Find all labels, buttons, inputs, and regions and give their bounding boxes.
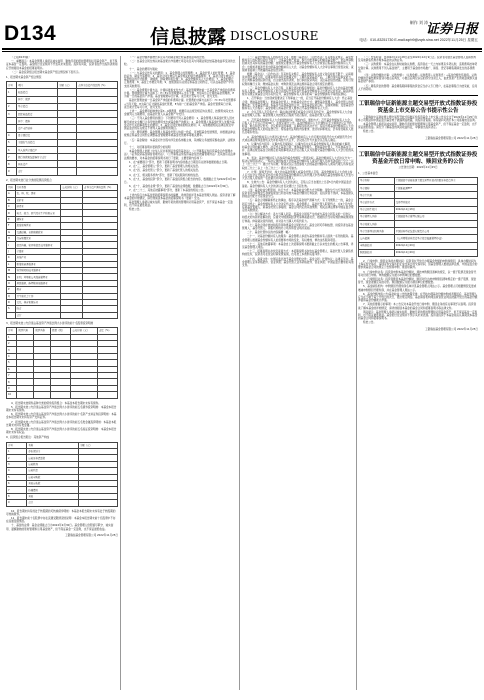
table-cell: 买入返售金融资产	[17, 146, 58, 153]
table-row	[359, 228, 478, 235]
paragraph: （五）基金税收：本基金运作过程中涉及的各纳税主体，其纳税义务按国家税收法律、法规执行。	[124, 138, 236, 145]
paragraph: （二）自基金合同生效以来基金累计净值增长率变动及其与同期业绩比较基准收益率变动的比较。	[124, 60, 236, 67]
table-cell	[57, 154, 76, 161]
table-cell: 代码	[7, 184, 16, 190]
paragraph: 4、报告期末按债券品种分类的债券投资组合：本基金本报告期末未持有债券。	[11, 401, 101, 405]
table-cell: Q	[7, 293, 16, 299]
table-cell: 1	[7, 89, 17, 96]
table-row	[7, 168, 118, 175]
table-cell: P	[7, 287, 16, 293]
table-row	[359, 177, 478, 184]
table-cell: M	[7, 267, 16, 273]
table-cell: 中国证券登记结算有限责任公司	[394, 228, 477, 235]
paragraph: 十二、对招募说明书更新部分的说明	[129, 146, 171, 150]
table-cell	[77, 139, 118, 146]
table-cell: 基金合同生效日	[359, 206, 395, 213]
table-cell: 建筑业	[15, 216, 61, 222]
table-cell	[97, 392, 117, 398]
table-cell	[77, 103, 118, 110]
table-cell: B	[7, 197, 16, 203]
table-cell: 综合	[15, 306, 61, 312]
paragraph: （上接D133版）	[11, 56, 31, 59]
paragraph: 基金管理人承诺以诚实信用、勤勉尽责的原则管理和运用基金资产，但不保证本基金一定盈利，也不保证最低收益。	[124, 200, 233, 208]
table-cell: H	[7, 235, 16, 241]
paragraph: 一、重要提示：本基金管理人承诺以诚实信用、勤勉尽责的原则管理和运用基金资产，但不保证本基金一定盈利。基金的过往业绩并不代表其未来表现。投资有风险，投资者在作出投资决策前应仔细阅读本基金的招募说明书。	[6, 60, 118, 70]
paragraph: 本基金管理人承诺以诚实信用、勤勉尽责的原则管理和运用基金资产，但不保证基金一定盈利，也不保证最低收益。请充分了解基金的风险收益特征，审慎做出投资决定。	[358, 123, 478, 130]
table-cell: 金额（元）	[57, 82, 76, 89]
column-2	[124, 56, 236, 690]
paragraph: 工银瑞信中证新能源主题交易型开放式指数证券投资基金上市交易公告书全文于2022年11月25日在本公司网站和中国证监会基金电子披露网站披露，供投资者查阅。如有疑问可拨打本公司客服电话咨询。	[358, 115, 478, 122]
table-cell: 项目	[17, 82, 58, 89]
section-title-en: DISCLOSURE	[230, 29, 319, 43]
table-cell	[57, 139, 76, 146]
paragraph: 4、基金份额持有人出席会议的方式：基金份额持有人大会可通过现场开会方式或通讯开会方式或法律法规和监管机关允许的其他方式召开，会议的召开方式由会议召集人确定。	[242, 135, 353, 142]
table-cell	[7, 118, 17, 125]
paragraph: 本基金管理人依据《中华人民共和国证券投资基金法》、《公开募集证券投资基金运作管理办法》、《证券投资基金销售管理办法》、《公开募集证券投资基金信息披露管理办法》及其他有关法律法规的要求，对本基金的招募说明书进行了更新，主要更新内容如下：	[124, 150, 236, 160]
table-cell: 批发和零售业	[15, 223, 61, 229]
table-row	[359, 192, 478, 199]
table-caption: 9、投资组合报告附注：其他资产构成	[6, 436, 50, 440]
table-caption: 2、报告期末按行业分类的股票投资组合	[6, 178, 52, 182]
table-cell: L	[7, 261, 16, 267]
table-cell: 工银瑞信中证新能源主题交易型开放式指数证券投资基金	[394, 177, 477, 184]
paragraph: 十、基金的业绩：基金业绩截止日为2022年9月30日。基金管理人依照恪尽职守、诚实信用、谨慎勤勉的原则管理和运用基金财产，但不保证基金一定盈利，也不保证最低收益。	[6, 524, 114, 531]
table-row	[7, 132, 118, 139]
table-cell: 工银新能源ETF	[394, 185, 477, 192]
table-caption: 3、报告期末按公允价值占基金资产净值比例大小排序的前十名股票投资明细	[6, 322, 94, 326]
table-row	[7, 118, 118, 125]
paragraph: 2、会议召集人及召集方式：除法律法规规定或基金合同另有约定外，基金份额持有人大会由基金管理人召集。基金管理人未按规定召集或不能召集时，由基金托管人召集。	[242, 111, 353, 118]
table-cell	[83, 312, 118, 318]
table-cell: 2022年11月29日	[394, 249, 477, 256]
table-cell	[77, 96, 118, 103]
table-cell: 6	[7, 366, 17, 372]
paragraph: 7、在“二十二、其他应披露事项”部分，更新了本基金的相关公告。	[129, 189, 206, 193]
section-title-zh: 信息披露	[150, 26, 227, 48]
table-cell: 基金简称	[359, 185, 395, 192]
table-cell: 1	[7, 334, 17, 340]
table-cell: 农、林、牧、渔业	[15, 191, 61, 197]
paragraph: 5、基金销售机构：申购赎回代理券商名单详见基金管理人网站公示。基金管理人可根据情况变更或增减申购赎回代理券商，并在基金管理人网站公示。	[358, 285, 477, 292]
table-cell: 金融业	[15, 248, 61, 254]
paragraph: （三）不列入基金费用的项目：下列费用不列入基金费用：1、基金管理人和基金托管人因未履行或未完全履行义务导致的费用支出或基金财产的损失；2、基金管理人和基金托管人处理与基金运作无关的事项发生的费用；3、基金合同生效前的相关费用；4、其他根据相关法律法规及中国证监会的有关规定不得列入基金费用的项目。	[124, 117, 235, 131]
table-cell: 租赁和商务服务业	[15, 261, 61, 267]
table-cell: 8	[7, 493, 27, 499]
table-cell: 5	[7, 360, 17, 366]
signature-line: 工银瑞信基金管理有限公司 2022年11月25日	[425, 327, 478, 331]
table-cell: 其他	[27, 493, 79, 499]
paragraph: （四）基金收益分配原则、执行方式：本基金收益分配方式分两种：现金分红与红利再投资，投资者可选择现金红利或将现金红利自动转为基金份额进行再投资；若投资者不选择，本基金默认的收益分配方式是现金分红。	[242, 188, 354, 199]
announcement-date: 公告送出日期：2022年11月25日	[398, 166, 438, 170]
column-divider	[356, 56, 357, 690]
paragraph: 二十四、备查文件：中国证监会准予基金注册的文件；基金合同；托管协议；法律意见书；基金管理人业务资格批件、营业执照；基金托管人业务资格批件、营业执照；中国证监会要求的其他文件。	[242, 257, 354, 267]
table-cell: 申购起始日	[359, 242, 395, 249]
table-cell: K	[7, 255, 16, 261]
table-cell	[394, 220, 477, 227]
col1-intro	[6, 56, 118, 74]
paragraph: 6、基金份额净值公告/基金收益公告的披露安排：在开始办理基金份额申购或者赎回后，基金管理人应当在不晚于每个开放日的次日，通过规定网站、基金销售机构网站或者营业网点披露开放日的基金份额净值和基金份额累计净值。	[358, 292, 478, 303]
table-row	[7, 125, 118, 132]
paragraph: 5、在“九、基金的投资”部分，更新了基金投资组合报告的内容，数据截止日为2022年9月30日。	[124, 177, 236, 184]
paragraph: 特此公告。	[363, 130, 376, 134]
table-cell: 序号	[7, 442, 27, 448]
table-cell: 待摊费用	[27, 487, 79, 493]
paragraph: （一）与基金运作有关的费用：1、基金管理人的管理费；2、基金托管人的托管费；3、基金的证券、期货交易费用；4、基金合同生效后与基金相关的信息披露费用；5、基金合同生效后与基金相关的会计师费、律师费、仲裁费和诉讼费；6、基金份额持有人大会费用；7、基金的银行汇划费用；8、基金上市费及年费；9、按照国家有关规定和基金合同约定，可以在基金财产中列支的其他费用。	[124, 71, 236, 88]
table-cell	[51, 392, 71, 398]
announcement-title: 工银瑞信中证新能源主题交易型开放式指数证券投资基金上市交易公告书提示性公告	[358, 101, 478, 114]
paragraph: 基金托管费按前一日基金资产净值的年费率计提。托管费的计算方法如下：H＝E×年托管费率÷当年天数，H为每日应计提的基金托管费，E为前一日的基金资产净值。基金托管费每日计算，逐日累计至每月月末，按月支付。	[124, 99, 236, 109]
table-cell: 基金管理人名称	[359, 213, 395, 220]
table-row	[359, 235, 478, 242]
table-cell: 8	[7, 161, 17, 168]
table-cell: 房地产业	[15, 255, 61, 261]
paragraph: （六）争议解决方式：各方当事人同意，因基金合同而产生的或与基金合同有关的一切争议，如经友好协商未能解决的，应提交中国国际经济贸易仲裁委员会，根据该会当时有效的仲裁规则进行仲裁。仲裁裁决是终局的，并对各方当事人均有约束力。	[242, 213, 354, 223]
table-cell: 教育	[15, 287, 61, 293]
table-cell: 9	[7, 385, 17, 391]
table-cell: 存出保证金	[27, 448, 79, 454]
table-cell: 公允价值（元）	[61, 184, 83, 190]
table-cell: F	[7, 223, 16, 229]
table-cell: 赎回起始日	[359, 249, 395, 256]
table-cell: N	[7, 274, 16, 280]
paragraph: 特此公告。	[129, 208, 142, 212]
paragraph: 上述内容仅为本基金更新招募说明书的摘要，详细资料详见本基金管理人网站。投资者欲了解本基金的详细情况，请仔细阅读本基金的招募说明书（更新）全文。	[124, 193, 236, 200]
announcement-2	[358, 146, 478, 331]
table-cell: D	[7, 210, 16, 216]
table-cell: 基金运作方式	[359, 199, 395, 206]
table-cell: 交易型开放式	[394, 199, 477, 206]
table-cell: 5	[7, 139, 17, 146]
table-cell: 应收证券清算款	[27, 455, 79, 461]
table-cell: 行业类别	[15, 184, 61, 190]
table-cell	[7, 96, 17, 103]
table-cell: 3	[7, 461, 27, 467]
table-cell: 基金主代码	[359, 192, 395, 199]
table-cell: 金融衍生品投资	[17, 139, 58, 146]
top-holdings-table	[6, 327, 118, 398]
table-cell: 基金注册登记机构名称	[359, 228, 395, 235]
paragraph: （三）基金份额持有人大会召集、议事及表决的程序和规则：基金份额持有人大会由基金份额持有人组成，基金份额持有人的合法授权代表有权代表基金份额持有人出席会议并表决。除法律法规另有规定或基金合同另有约定外，基金份额持有人持有的每一基金份额拥有平等的投票权。	[242, 86, 354, 97]
table-cell: 其他资产	[17, 161, 58, 168]
table-cell	[17, 392, 34, 398]
table-cell: 合计	[15, 312, 61, 318]
table-cell: 占比（%）	[97, 328, 117, 334]
table-cell: 资产支持证券	[17, 125, 58, 132]
table-cell: 股票名称	[34, 328, 51, 334]
paragraph: （二）基金费用计提方法、计提标准和支付方式：基金管理费按前一日基金资产净值的年费率计提。管理费的计算方法如下：H＝E×年管理费率÷当年天数，H为每日应计提的基金管理费，E为前一日的基金资产净值。基金管理费每日计算，逐日累计至每月月末，按月支付。	[124, 88, 236, 99]
table-cell: I	[7, 242, 16, 248]
table-cell: 贵金属投资	[17, 132, 58, 139]
table-row	[7, 96, 118, 103]
table-cell	[77, 161, 118, 168]
table-cell: 6	[7, 480, 27, 486]
table-cell: 4	[7, 468, 27, 474]
paragraph: 8、生效与公告：基金份额持有人大会的决议，召集人应当自通过之日起5日内报中国证监会备案。基金份额持有人大会的决议自表决通过之日起生效。	[242, 181, 352, 188]
table-cell: 9	[7, 500, 27, 506]
table-cell: 银行存款和结算备付金合计	[17, 154, 58, 161]
table-cell	[77, 110, 118, 117]
signature-line: 工银瑞信基金管理有限公司 2022年11月25日	[65, 533, 118, 537]
table-cell	[77, 132, 118, 139]
page-number: D134	[4, 22, 57, 45]
col1-end	[6, 510, 118, 531]
table-cell: 住宿和餐饮业	[15, 235, 61, 241]
table-cell	[77, 125, 118, 132]
signature-line: 工银瑞信基金管理有限公司 2022年11月25日	[425, 136, 478, 140]
paragraph: 2、在“三、基金管理人”部分，更新了基金管理人的相关信息。	[129, 165, 201, 169]
masthead-rule-thick	[2, 48, 482, 50]
table-caption: 1、报告期末基金资产组合情况	[6, 76, 42, 80]
table-cell: 7	[7, 373, 17, 379]
paragraph: 2、日常申购、赎回业务的办理时间：投资者在开放日办理基金份额的申购和赎回，具体办理时间为上海证券交易所、深圳证券交易所的正常交易日的交易时间，但基金管理人根据法律法规、中国证监会的要求或基金合同的规定公告暂停申购、赎回时除外。	[358, 259, 478, 270]
table-cell: 科学研究和技术服务业	[15, 267, 61, 273]
paragraph: （七）基金合同存放地和投资者取得基金合同的方式：基金合同可印制成册，供投资者在基金管理人、基金托管人、销售机构的办公场所和营业场所查阅。	[242, 223, 354, 230]
table-cell	[7, 312, 16, 318]
table-cell	[78, 500, 117, 506]
table-cell	[77, 89, 118, 96]
table-cell: 1	[7, 448, 27, 454]
table-cell	[77, 168, 118, 175]
table-cell: 股票代码	[17, 328, 34, 334]
table-row	[7, 312, 118, 318]
table-cell: 采矿业	[15, 197, 61, 203]
table-cell: 应收利息	[27, 468, 79, 474]
paragraph: （二）发售时间：自2022年11月28日起至2022年12月9日止。投资者可通过基金管理人直销机构及其他销售机构办理本基金的认购业务。	[358, 56, 476, 63]
table-row	[7, 82, 118, 89]
table-cell: 合计	[27, 500, 79, 506]
other-assets-table	[6, 442, 118, 507]
table-row	[7, 110, 118, 117]
table-cell: 名称	[27, 442, 79, 448]
industry-allocation-table	[6, 184, 118, 319]
table-cell: 4	[7, 132, 17, 139]
paragraph: 6、报告期末按公允价值占基金资产净值比例大小排序的前十名资产支持证券投资明细：本基金本报告期末未持有资产支持证券。	[6, 413, 117, 420]
table-row	[7, 103, 118, 110]
paragraph: 4、日常赎回业务：投资者赎回本基金份额时，赎回对价为按申购赎回清单规定的一揽子股票、现金替代、现金差额及其他对价。赎回数额应为最小赎回单位的整数倍。	[358, 277, 477, 285]
table-cell: 电力、热力、燃气及水生产和供应业	[15, 210, 61, 216]
table-cell: 公告依据	[359, 235, 395, 242]
table-row	[359, 185, 478, 192]
table-cell: 数量（股）	[51, 328, 71, 334]
table-cell	[57, 161, 76, 168]
table-cell: 占基金资产净值比例（%）	[83, 184, 118, 190]
paragraph: 二十一、对基金份额持有人的服务：基金管理人承诺为基金份额持有人提供一系列的服务。基金管理人根据基金份额持有人的需要和市场的变化，有权增加、修改这些服务项目。	[242, 235, 354, 242]
table-cell: 水利、环境和公共设施管理业	[15, 274, 61, 280]
table-row	[359, 249, 478, 256]
table-cell	[7, 125, 17, 132]
table-row	[359, 213, 478, 220]
paragraph: 二十二、其他应披露事项：本基金自上次招募说明书更新截止日以来发生的相关公告事项，详见基金管理人网站。	[242, 242, 354, 249]
col4-top	[358, 56, 478, 91]
table-cell: 3	[7, 347, 17, 353]
paragraph: （二）基金份额持有人的权利与义务：根据《基金法》、《运作办法》及其他有关规定，基金份额持有人的权利包括但不限于：分享基金财产收益；参与分配清算后的剩余基金财产；依法申请赎回或卖出其持有的基金份额；按照规定要求召开基金份额持有人大会或者召集基金份额持有人大会；出席或者委派代表出席基金份额持有人大会，对基金份额持有人大会审议事项行使表决权；查阅或者复制公开披露的基金信息资料。	[242, 56, 354, 72]
paragraph: 3、召开基金份额持有人大会的通知时间、通知内容、通知方式：召开基金份额持有人大会，召集人应于会议召开前30日，在规定媒介公告。基金份额持有人大会通知应至少载明会议召开的时间、地点和会议形式；会议拟审议的事项、议事程序和表决方式；有权出席基金份额持有人大会的基金份额持有人的权益登记日；授权委托证明的内容要求、送达时间和地点；会务常设联系人姓名及联系电话。	[242, 118, 354, 135]
table-cell: S	[7, 306, 16, 312]
table-cell: C	[7, 204, 16, 210]
table-row	[7, 146, 118, 153]
masthead-rule-thin	[2, 51, 482, 52]
paragraph: 二十三、招募说明书存放及查阅方式：本招募说明书存放在基金管理人、基金托管人及销售机构的住所，投资者可在营业时间免费查阅，也可按工本费购买复印件。	[242, 250, 354, 257]
table-cell: 2022年11月29日	[394, 242, 477, 249]
table-cell: 基金名称	[359, 177, 395, 184]
paragraph: 十一、基金的费用与税收	[129, 67, 158, 71]
table-cell: A	[7, 191, 16, 197]
table-cell: 文化、体育和娱乐业	[15, 299, 61, 305]
paragraph: 6、在“十、基金的业绩”部分，更新了基金的业绩数据，数据截止日为2022年9月30日。	[129, 185, 231, 189]
table-cell	[77, 118, 118, 125]
table-cell	[394, 192, 477, 199]
paragraph: 特此公告。	[363, 321, 376, 325]
col1-mid	[6, 402, 118, 435]
table-cell: O	[7, 280, 16, 286]
paragraph: （五）募集资金的管理：基金募集期间募集的资金应当存入专门账户，在基金募集行为结束前，任何人不得动用。	[358, 84, 478, 91]
table-cell	[61, 312, 83, 318]
table-cell: 占基金总资产的比例（%）	[77, 82, 118, 89]
table-cell: J	[7, 248, 16, 254]
paragraph: 二十、基金托管协议的内容摘要（略）	[247, 231, 292, 235]
table-cell: G	[7, 229, 16, 235]
paragraph: （三）认购费用：本基金在认购时收取认购费，投资者在一天之内如果有多笔认购，适用费率按单笔分别计算。认购费用不列入基金财产，主要用于基金的市场推广、销售、登记等募集期间发生的各项费用。	[358, 63, 478, 73]
table-row	[359, 199, 478, 206]
table-caption: 1、公告基本信息	[358, 171, 378, 175]
paragraph: 5、报告期末按公允价值占基金资产净值比例大小排序的前五名债券投资明细：本基金本报告期末未持有债券。	[6, 405, 117, 412]
table-cell	[57, 146, 76, 153]
masthead-right	[308, 18, 478, 46]
column-1	[6, 56, 118, 690]
announcement-body	[358, 260, 478, 325]
table-cell	[57, 132, 76, 139]
table-cell	[57, 96, 76, 103]
table-cell: 基金托管人名称	[359, 220, 395, 227]
column-3	[242, 56, 354, 690]
table-cell: 交通运输、仓储和邮政业	[15, 229, 61, 235]
table-cell: 居民服务、修理和其他服务业	[15, 280, 61, 286]
column-4	[358, 56, 478, 690]
table-cell	[57, 125, 76, 132]
table-cell: 其他应收款	[27, 480, 79, 486]
announcement-info-table	[358, 177, 478, 257]
paragraph: 上述一、基金费用的种类中第3－9项费用，根据有关法规及相应协议规定，按费用实际支出金额列入当期费用，由基金托管人从基金财产中支付。	[124, 110, 234, 117]
paragraph: 6、表决：基金份额持有人所持每份基金份额有一票表决权。基金份额持有人大会决议分为一般决议和特别决议。一般决议须经参加大会的基金份额持有人或其代理人所持表决权的二分之一以上（含二分之一）通过方为有效；特别决议应当经参加大会的基金份额持有人或其代理人所持表决权的三分之二以上（含三分之二）通过方可做出。	[242, 156, 354, 170]
announcement-title: 工银瑞信中证新能源主题交易型开放式指数证券投资基金开放日常申购、赎回业务的公告	[358, 151, 478, 165]
table-cell	[57, 89, 76, 96]
table-cell: 其中：股票	[17, 96, 58, 103]
table-cell: 序号	[7, 82, 17, 89]
table-cell	[57, 168, 76, 175]
table-cell	[77, 154, 118, 161]
paragraph: （四）认购份额的计算：认购份额＝（认购金额－认购费用＋认购利息）÷基金份额发售面值。认购份额的计算结果保留到小数点后两位，小数点后两位以后的部分四舍五入，由此误差产生的收益或损失由基金财产承担。	[358, 74, 478, 84]
table-cell: 序号	[7, 328, 17, 334]
table-row	[7, 500, 118, 506]
paragraph: （一）基金份额净值增长率及其与同期业绩比较基准收益率的比较。	[129, 56, 207, 59]
table-cell	[77, 146, 118, 153]
table-cell: 10	[7, 392, 17, 398]
table-row	[7, 392, 118, 398]
table-cell: 其中：债券	[17, 118, 58, 125]
paragraph: （五）基金合同解除和终止的事由、程序以及基金财产清算方式：有下列情形之一的，基金合同应当终止：基金份额持有人大会决定终止的；基金管理人、基金托管人职责终止，在6个月内没有新基金管理人、新基金托管人承接的；基金合同约定的其他情形；相关法律法规和中国证监会规定的其他情况。	[242, 199, 354, 212]
table-cell: 合计	[17, 168, 58, 175]
paragraph: 7、报告期末按公允价值占基金资产净值比例大小排序的前五名贵金属投资明细：本基金本报告期末未持有贵金属。	[6, 420, 117, 427]
table-cell: 权益投资	[17, 89, 58, 96]
table-cell	[57, 103, 76, 110]
table-cell: 固定收益投资	[17, 110, 58, 117]
table-row	[7, 89, 118, 96]
table-cell	[57, 110, 76, 117]
table-cell: 工银瑞信基金管理有限公司	[394, 213, 477, 220]
contact-line: 电话：010-83251730 E-mail:zqrb9@zqrb.sina.net 2022年11月25日 星期五	[359, 38, 478, 42]
paragraph: 3、日常申购业务：投资者申购本基金份额时，须按申购赎回清单的规定，以一揽子股票及现金替代等对价进行申购。申购数额应为最小申购单位的整数倍。	[358, 270, 477, 277]
table-row	[7, 154, 118, 161]
table-cell: 2	[7, 341, 17, 347]
table-cell: 8	[7, 379, 17, 385]
newspaper-logo: 证券日报	[425, 22, 478, 37]
table-cell: 7	[7, 487, 27, 493]
table-row	[359, 242, 478, 249]
paragraph: 4、在“五、相关服务机构”部分，更新了相关服务机构的信息。	[129, 173, 201, 177]
announcement-body	[358, 116, 478, 134]
table-cell: 3	[7, 110, 17, 117]
paragraph: 5、议事内容与程序：议事内容及提案权，议事内容为关系基金份额持有人利益的重大事项，如基金合同的重大修改、决定终止基金合同、更换基金管理人、更换基金托管人、与其他基金合并、法律法规及基金合同规定的其他事项以及会议召集人认为需提交基金份额持有人大会讨论的其他事项。	[242, 143, 354, 156]
paragraph: （二）基金投资组合报告期末基金资产组合情况如下表所示。	[11, 70, 82, 74]
paragraph: 根据《基金法》、《运作办法》及其他有关规定，基金份额持有人的义务包括但不限于：认真阅读并遵守基金合同、招募说明书等信息披露文件；了解所投资基金产品，了解自身风险承受能力，自主判断基金的投资价值，自主做出投资决策，自行承担投资风险；关注基金信息披露，及时行使权利和履行义务；缴纳基金认购、申购款项及法律法规和基金合同所规定的费用。	[242, 73, 354, 86]
table-cell	[34, 392, 51, 398]
paragraph: 8、报告期末按公允价值占基金资产净值比例大小排序的前五名权证投资明细：本基金本报告期末未持有权证。	[6, 427, 117, 435]
paragraph: 11、报告期末前十名股票中存在流通受限情况的说明：本基金本报告期末前十名股票中不存在流通受限情况。	[6, 516, 116, 524]
table-cell: 《公开募集证券投资基金信息披露管理办法》	[394, 235, 477, 242]
paragraph: 3、在“四、基金托管人”部分，更新了基金托管人的相关信息。	[129, 169, 201, 173]
table-cell: 信息传输、软件和信息技术服务业	[15, 242, 61, 248]
table-row	[7, 161, 118, 168]
table-cell: 2	[7, 455, 27, 461]
asset-allocation-table	[6, 81, 118, 175]
paragraph: 10、报告期末持有的处于转股期的可转换债券明细：本基金本报告期末未持有处于转股期的可转换债券。	[6, 509, 116, 516]
paragraph: 7、计票：现场开会时，如大会由基金管理人或基金托管人召集，基金份额持有人大会的主持人应当在会议开始后宣布在出席会议的基金份额持有人和代理人中选举两名基金份额持有人代表与大会召集人授权的一名监督员共同担任监票人。	[242, 170, 354, 181]
paragraph: 1、在“重要提示”部分，更新了招募说明书内容的截止日期及有关财务数据的截止日期。	[129, 160, 230, 164]
table-cell	[71, 392, 98, 398]
table-cell: 5	[7, 474, 27, 480]
column-divider	[120, 56, 121, 690]
table-row	[359, 220, 478, 227]
paragraph: 风险提示：基金管理人承诺以诚实信用、勤勉尽责的原则管理和运用基金资产，但不保证基金一定盈利，也不保证最低收益。基金的过往业绩并不预示其未来表现。投资者投资于本基金前应认真阅读本基金的基金合同和招募说明书。	[358, 310, 478, 321]
table-cell: 基金投资	[17, 103, 58, 110]
table-cell: 金额（元）	[78, 442, 117, 448]
table-cell: 9	[7, 168, 17, 175]
paragraph: （四）费用调整：基金管理人和基金托管人协商一致后，可按照基金发展情况，并根据法律法规规定和基金合同约定调整基金管理费率或基金托管费率等相关费率。	[124, 131, 236, 138]
announcement-1	[358, 95, 478, 140]
table-cell: R	[7, 299, 16, 305]
table-cell	[57, 118, 76, 125]
table-cell: 6	[7, 146, 17, 153]
paragraph: 1、召开事由：当出现或需要决定下列事由之一的，应当召开基金份额持有人大会：终止基金合同；更换基金管理人；更换基金托管人；转换基金运作方式；调整基金管理人、基金托管人的报酬标准；变更基金类别；本基金与其他基金的合并；变更基金投资目标、范围或策略；变更基金份额持有人大会程序；基金管理人或基金托管人要求召开基金份额持有人大会。	[242, 97, 354, 111]
table-cell: 7	[7, 154, 17, 161]
column-divider	[239, 56, 240, 690]
table-cell: 2022年11月18日	[394, 206, 477, 213]
table-row	[359, 206, 478, 213]
editor-credit: 制作 刘 涛	[409, 20, 428, 25]
table-cell: 2	[7, 103, 17, 110]
paragraph: 7、其他需要提示的事项：本公告仅对本基金开放日常申购、赎回业务的有关事项予以说明。投资者欲了解本基金的详细情况，请详细阅读本基金的基金合同和招募说明书等法律文件。	[358, 303, 477, 310]
table-cell: E	[7, 216, 16, 222]
table-cell: 公允价值（元）	[71, 328, 98, 334]
table-row	[7, 139, 118, 146]
masthead	[0, 18, 484, 48]
table-cell: 应收申购款	[27, 474, 79, 480]
table-cell: 4	[7, 353, 17, 359]
table-cell: 卫生和社会工作	[15, 293, 61, 299]
table-cell: 制造业	[15, 204, 61, 210]
table-cell: 应收股利	[27, 461, 79, 467]
